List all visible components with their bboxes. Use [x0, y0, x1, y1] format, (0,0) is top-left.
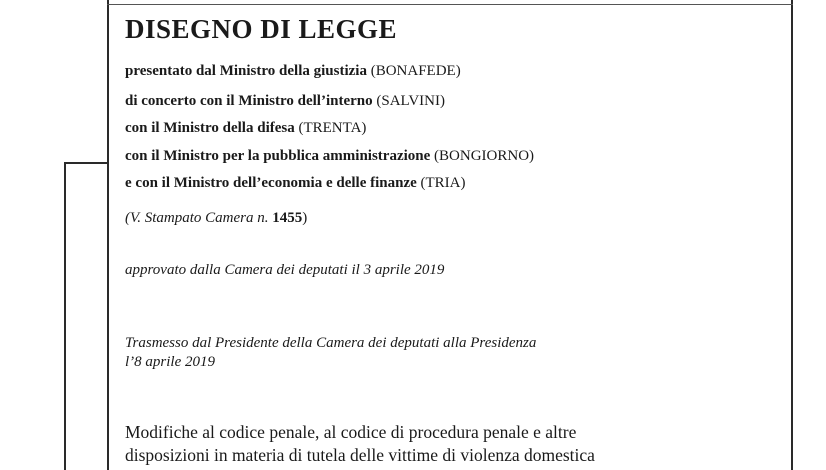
presenter-line	[125, 175, 466, 192]
page-top-border	[107, 4, 793, 5]
presenter-name: (TRENTA)	[298, 120, 367, 136]
margin-bracket-vertical	[64, 162, 66, 470]
presenter-name: (BONGIORNO)	[434, 148, 535, 164]
presenter-name: (SALVINI)	[376, 93, 445, 109]
page-right-border	[791, 0, 793, 470]
approval-note: approvato dalla Camera dei deputati il 3 aprile 2019	[125, 262, 445, 278]
presenter-role: con il Ministro della difesa	[125, 120, 295, 136]
stampato-close: )	[302, 210, 308, 226]
stampato-text: (V. Stampato Camera n.	[125, 210, 269, 226]
presenter-name: (TRIA)	[420, 175, 466, 191]
presenter-role: di concerto con il Ministro dell’interno	[125, 93, 373, 109]
page-left-border	[107, 0, 109, 470]
margin-bracket-horizontal	[64, 162, 108, 164]
document-title: DISEGNO DI LEGGE	[125, 14, 398, 44]
bill-subject-line2: disposizioni in materia di tutela delle vittime di violenza domestica	[125, 445, 595, 465]
presenter-line	[125, 63, 461, 80]
presenter-line	[125, 93, 445, 110]
transmission-note-line2: l’8 aprile 2019	[125, 354, 215, 370]
presenter-role: e con il Ministro dell’economia e delle finanze	[125, 175, 417, 191]
presenter-name: (BONAFEDE)	[370, 63, 461, 79]
stampato-number: 1455	[272, 210, 303, 226]
bill-subject-line1: Modifiche al codice penale, al codice di procedura penale e altre	[125, 422, 577, 442]
presenter-line	[125, 120, 366, 137]
transmission-note-line1: Trasmesso dal Presidente della Camera dei deputati alla Presidenza	[125, 335, 537, 351]
stampato-reference	[125, 210, 307, 227]
presenter-role: presentato dal Ministro della giustizia	[125, 63, 367, 79]
presenter-role: con il Ministro per la pubblica amministrazione	[125, 148, 431, 164]
presenter-line	[125, 148, 534, 165]
